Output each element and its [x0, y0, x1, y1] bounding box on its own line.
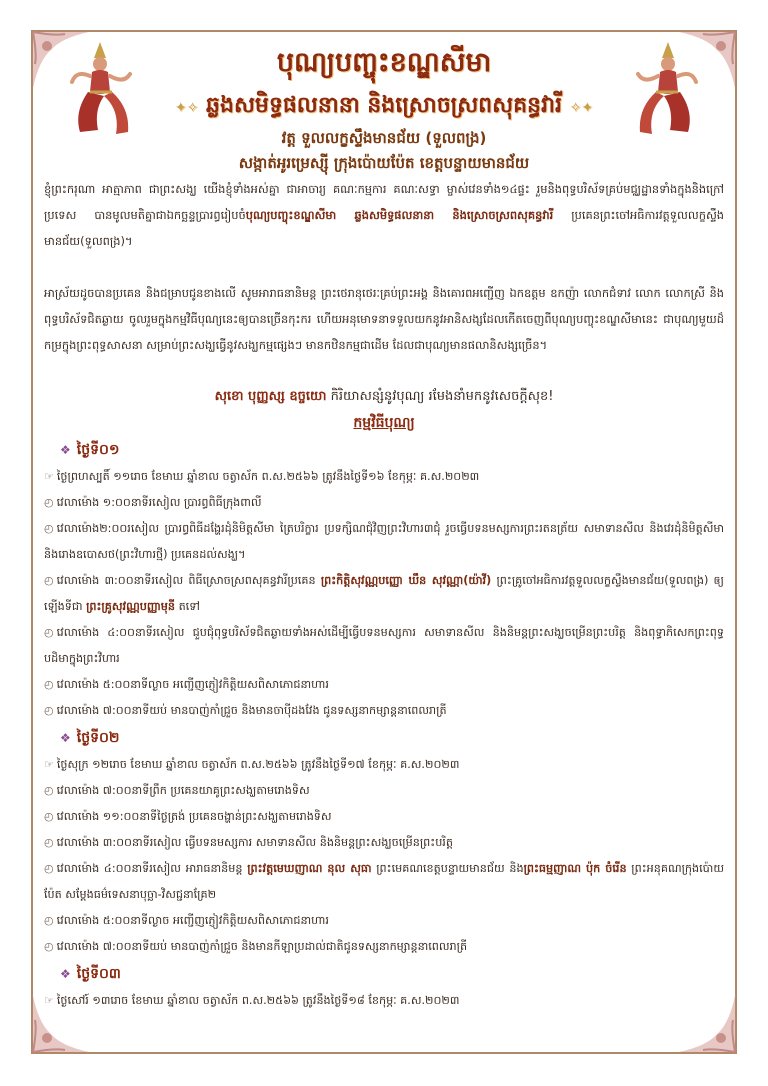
invite-paragraph: អាស្រ័យដូចបានប្រគេន និងជម្រាបជូនខាងលើ សូមអារាធនានិមន្ត ព្រះថេរានុថេរៈគ្រប់ព្រះអង្គ និងគោរពអញ្ជើញ ឯកឧត្តម ឧកញ៉ា លោកជំទាវ លោក លោកស្រី និង ពុទ្ធបរិស័ទជិតឆ្ងាយ ចូលរួមក្នុងកម្មវិធីបុណ្យនេះឲ្យបានច្រើនកុះករ ហើយអនុមោទនាទទួលយកនូវអានិសង្សដែលកើតចេញពីបុណ្យបញ្ចុះខណ្ឌសីមានេះ ជាបុណ្យមួយដ៏កម្រក្នុងព្រះពុទ្ធសាសនា សម្រាប់ព្រះសង្ឃធ្វើនូវសង្ឃកម្មផ្សេងៗ មានកឋិនកម្មជាដើម ដែលជាបុណ្យមានផលានិសង្សច្រើន។	[44, 286, 724, 352]
intro-event-name: បុណ្យបញ្ចុះខណ្ឌសីមា ឆ្លងសមិទ្ធផលនានា និងស្រោចស្រពសុគន្ធវារី	[245, 208, 554, 222]
sparkle-icon: ✦✧	[174, 100, 199, 116]
schedule-item	[44, 620, 724, 672]
intro-paragraph	[44, 176, 724, 280]
schedule-item	[44, 856, 724, 908]
schedule-item-text: វេលាម៉ោង ៧:០០នាទីយប់ មានបាញ់កាំជ្រួច និងមានចាប៉ីដងវែង ជូនទស្សនាកម្សាន្តនាពេលរាត្រី	[56, 704, 447, 717]
clock-icon: ◴	[44, 810, 54, 823]
clock-icon: ◴	[44, 704, 54, 717]
monk-name: ព្រះធម្មញាណ ប៉ុក ចំរើន	[523, 862, 627, 875]
schedule-item-text: វេលាម៉ោង ១១:០០នាទីថ្ងៃត្រង់ ប្រគេនចង្ហាន់ព្រះសង្ឃតាមរោងទិស	[56, 810, 332, 823]
schedule-item	[44, 804, 724, 830]
schedule-item	[44, 698, 724, 724]
schedule-item	[44, 672, 724, 698]
clock-icon: ◴	[44, 678, 54, 691]
intro-text: ខ្ញុំព្រះករុណា អាត្មាភាព ជាព្រះសង្ឃ យើងខ្ញុំទាំងអស់គ្នា ជាអាចារ្យ គណៈកម្មការ គណៈសទ្ធា ម្ចាស់វេនទាំង១៤ផ្ទះ រួមនិងពុទ្ធបរិស័ទគ្រប់មជ្ឈដ្ឋានទាំងក្នុងនិងក្រៅប្រទេស បានមូលមតិគ្នាជាឯកច្ឆន្ទប្រារព្ធរៀបចំ	[44, 182, 724, 222]
pointing-hand-icon: ☞	[44, 470, 54, 483]
subtitle-text: ឆ្លងសមិទ្ធផលនានា និងស្រោចស្រពសុគន្ធវារី	[206, 93, 562, 118]
schedule-item-text: វេលាម៉ោង២:០០រសៀល ប្រារព្ធពិធីដង្ហែរដុំនិមិត្តសីមា ត្រៃបរិក្ខារ ប្រទក្សិណជុំវិញព្រះវិហារ៣ជុំ រួចធ្វើបទនមស្សការព្រះរតនត្រ័យ សមាទានសីល និងវេរដុំនិមិត្តសីមា និងរោងឧបោសថ(ព្រះវិហារថ្មី) ប្រគេនដល់សង្ឃ។	[44, 522, 724, 561]
clock-icon: ◴	[44, 522, 54, 535]
clock-icon: ◴	[44, 836, 54, 849]
diamond-bullet-icon: ❖	[60, 967, 71, 981]
page-subtitle	[44, 86, 724, 126]
day-heading	[44, 724, 724, 752]
schedule-item-text: វេលាម៉ោង ១:០០នាទីរសៀល ប្រារព្ធពិធីក្រុងពាលី	[56, 496, 262, 509]
intro-text-end: ប្រគេនព្រះចៅអធិការវត្តទួលលក្ខស្ទឹងមានជ័យ(ទួលពង្រ)។	[44, 208, 724, 248]
day-heading-label: ថ្ងៃទី០៣	[76, 966, 121, 982]
blessing-pali: សុខោ បុញ្ញស្ស ឧច្ចយោ	[214, 389, 327, 404]
clock-icon: ◴	[44, 914, 54, 927]
day-heading	[44, 436, 724, 464]
schedule-item	[44, 516, 724, 568]
schedule-item-text: វេលាម៉ោង ៧:០០នាទីព្រឹក ប្រគេនយាគូព្រះសង្ឃតាមរោងទិស	[56, 784, 310, 797]
day-date	[44, 752, 724, 778]
schedule-item-text: ព្រះមេគណខេត្តបន្ទាយមានជ័យ និង	[371, 862, 524, 875]
schedule-item	[44, 490, 724, 516]
schedule-item	[44, 568, 724, 620]
clock-icon: ◴	[44, 626, 54, 639]
schedule-item-text: តទៅ	[175, 600, 200, 613]
monk-name: ព្រះកិត្តិសុវណ្ណបញ្ញោ ឃឹន សុវណ្ណា(យ៉ាវី)	[320, 574, 492, 587]
schedule-item	[44, 830, 724, 856]
sparkle-icon: ✧✦	[569, 100, 594, 116]
day-date	[44, 464, 724, 490]
schedule-item	[44, 908, 724, 934]
day-date-text: ថ្ងៃព្រហស្បតិ៍ ១១រោច ខែមាឃ ឆ្នាំខាល ចត្វាស័ក ព.ស.២៥៦៦ ត្រូវនឹងថ្ងៃទី១៦ ខែកុម្ភៈ គ.ស.២០២៣	[56, 470, 480, 483]
pointing-hand-icon: ☞	[44, 758, 54, 771]
clock-icon: ◴	[44, 496, 54, 509]
blessing-text: កិរិយាសន្សំនូវបុណ្យ រមែងនាំមកនូវសេចក្តីសុខ!	[326, 389, 554, 404]
schedule-item-text: វេលាម៉ោង ៣:០០នាទីរសៀល ធ្វើបទនមស្សការ សមាទានសីល និងនិមន្តព្រះសង្ឃចម្រើនព្រះបរិត្ត	[56, 836, 453, 849]
wat-location: សង្កាត់អូរម្រេស្ស៊ី ក្រុងប៉ោយប៉ែត ខេត្តបន្ទាយមានជ័យ	[238, 154, 530, 172]
clock-icon: ◴	[44, 574, 54, 587]
day-heading	[44, 960, 724, 988]
schedule-item-text: វេលាម៉ោង ៤:០០នាទីរសៀល ជួបជុំពុទ្ធបរិស័ទជិតឆ្ងាយទាំងអស់ដើម្បីធ្វើបទនមស្សការ សមាទានសីល និងនិមន្តព្រះសង្ឃចម្រើនព្រះបរិត្ត និងពុទ្ធាភិសេកព្រះពុទ្ធបដិមាក្នុងព្រះវិហារ	[44, 626, 724, 665]
day-heading-label: ថ្ងៃទី០១	[76, 442, 120, 458]
schedule-item-text: ព្រះអនុគណក្រុងប៉ោយប៉ែត សម្តែងធម៌ទេសនាបុច្ឆា-វិសជ្ជនាគ្រែ២	[44, 862, 724, 901]
monk-name: ព្រះវត្តមេឃញាណ នុល សុធា	[247, 862, 372, 875]
day-date-text: ថ្ងៃសៅរ៍ ១៣រោច ខែមាឃ ឆ្នាំខាល ចត្វាស័ក ព.ស.២៥៦៦ ត្រូវនឹងថ្ងៃទី១៨ ខែកុម្ភៈ គ.ស.២០២៣	[56, 994, 460, 1007]
schedule-item-text: វេលាម៉ោង ៥:០០នាទីល្ងាច អញ្ជើញភ្ញៀវកិត្តិយសពិសាភោជនាហារ	[56, 914, 329, 927]
clock-icon: ◴	[44, 862, 54, 875]
day-date	[44, 988, 724, 1014]
schedule-item	[44, 934, 724, 960]
diamond-bullet-icon: ❖	[60, 731, 71, 745]
schedule-item-text: ព្រះគ្រូចៅអធិការវត្តទួលលក្ខស្ទឹងមានជ័យ(ទួលពង្រ) ឲ្យឡើងទីជា	[44, 574, 724, 613]
clock-icon: ◴	[44, 784, 54, 797]
schedule-item-text: វេលាម៉ោង ៧:០០នាទីយប់ មានបាញ់កាំជ្រួច និងមានកីឡាប្រដាល់ជាតិជូនទស្សនាកម្សាន្តនាពេលរាត្រី	[56, 940, 468, 953]
diamond-bullet-icon: ❖	[60, 443, 71, 457]
schedule-item-text: វេលាម៉ោង ៥:០០នាទីល្ងាច អញ្ជើញភ្ញៀវកិត្តិយសពិសាភោជនាហារ	[56, 678, 329, 691]
program-title: កម្មវិធីបុណ្យ	[353, 415, 415, 431]
pointing-hand-icon: ☞	[44, 994, 54, 1007]
invitation-content	[44, 40, 724, 1014]
schedule-item	[44, 778, 724, 804]
monk-title: ព្រះគ្រូសុវណ្ណបញ្ញាមុនី	[86, 600, 176, 613]
wat-name: វត្ត ទួលលក្ខស្ទឹងមានជ័យ (ទួលពង្រ)	[281, 129, 487, 147]
blessing-line	[44, 384, 724, 410]
schedule-item-text: វេលាម៉ោង ៣:០០នាទីរសៀល ពិធីស្រោចស្រពសុគន្ធវារីប្រគេន	[56, 574, 316, 587]
day-heading-label: ថ្ងៃទី០២	[76, 730, 120, 746]
day-date-text: ថ្ងៃសុក្រ ១២រោច ខែមាឃ ឆ្នាំខាល ចត្វាស័ក ព.ស.២៥៦៦ ត្រូវនឹងថ្ងៃទី១៧ ខែកុម្ភៈ គ.ស.២០២៣	[56, 758, 460, 771]
page-title: បុណ្យបញ្ចុះខណ្ឌសីមា	[276, 47, 492, 78]
clock-icon: ◴	[44, 940, 54, 953]
schedule-item-text: វេលាម៉ោង ៤:០០នាទីរសៀល អារាធនានិមន្ត	[56, 862, 248, 875]
